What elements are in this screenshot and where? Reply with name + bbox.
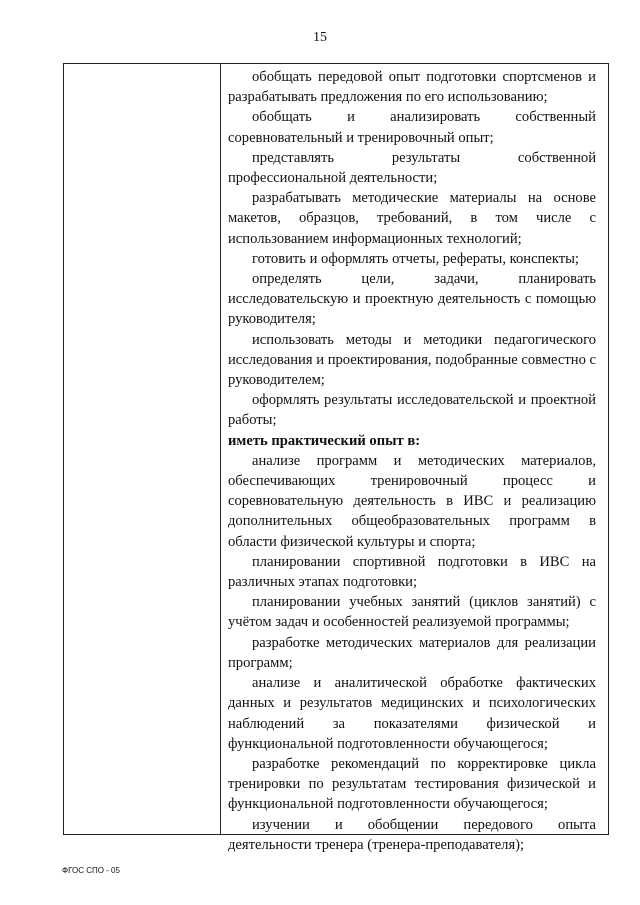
page-number: 15 xyxy=(313,30,327,45)
table-left-cell xyxy=(64,64,221,834)
skill-paragraph: определять цели, задачи, планировать исследовательскую и проектную деятельность с помощью руководителя; xyxy=(228,271,596,328)
experience-paragraph: планировании спортивной подготовки в ИВС на различных этапах подготовки; xyxy=(228,553,596,591)
experience-paragraph: планировании учебных занятий (циклов занятий) с учётом задач и особенностей реализуемой программы; xyxy=(228,594,596,631)
skill-paragraph: готовить и оформлять отчеты, рефераты, конспекты; xyxy=(252,250,579,267)
requirements-table xyxy=(63,63,609,853)
skill-paragraph: оформлять результаты исследовательской и проектной работы; xyxy=(228,392,596,429)
skill-paragraph: использовать методы и методики педагогического исследования и проектирования, подобранные совместно с руководителем; xyxy=(228,331,596,389)
experience-paragraph: изучении и обобщении передового опыта деятельности тренера (тренера-преподавателя); xyxy=(228,816,596,853)
skill-paragraph: представлять результаты собственной профессиональной деятельности; xyxy=(228,149,596,187)
experience-paragraph: анализе программ и методических материалов, обеспечивающих тренировочный процесс и соревновательную деятельность в ИВС и реализацию дополнительных общеобразовательных программ в области физической культуры и спорта; xyxy=(228,452,596,550)
experience-paragraph: разработке рекомендаций по корректировке цикла тренировки по результатам тестирования физической и функциональной подготовленности обучающегося; xyxy=(228,755,596,813)
footer-code: ФГОС СПО - 05 xyxy=(62,866,120,875)
skill-paragraph: обобщать и анализировать собственный соревновательный и тренировочный опыт; xyxy=(228,109,596,146)
table-right-cell xyxy=(228,67,596,855)
experience-paragraph: разработке методических материалов для реализации программ; xyxy=(228,634,596,671)
experience-paragraph: анализе и аналитической обработке фактических данных и результатов медицинских и психологических наблюдений за показателями физической и функциональной подготовленности обучающегося; xyxy=(228,675,596,752)
skill-paragraph: разрабатывать методические материалы на основе макетов, образцов, требований, в том числе с использованием информационных технологий; xyxy=(228,190,596,247)
skill-paragraph: обобщать передовой опыт подготовки спортсменов и разрабатывать предложения по его использованию; xyxy=(228,69,596,106)
section-heading: иметь практический опыт в: xyxy=(228,432,421,449)
